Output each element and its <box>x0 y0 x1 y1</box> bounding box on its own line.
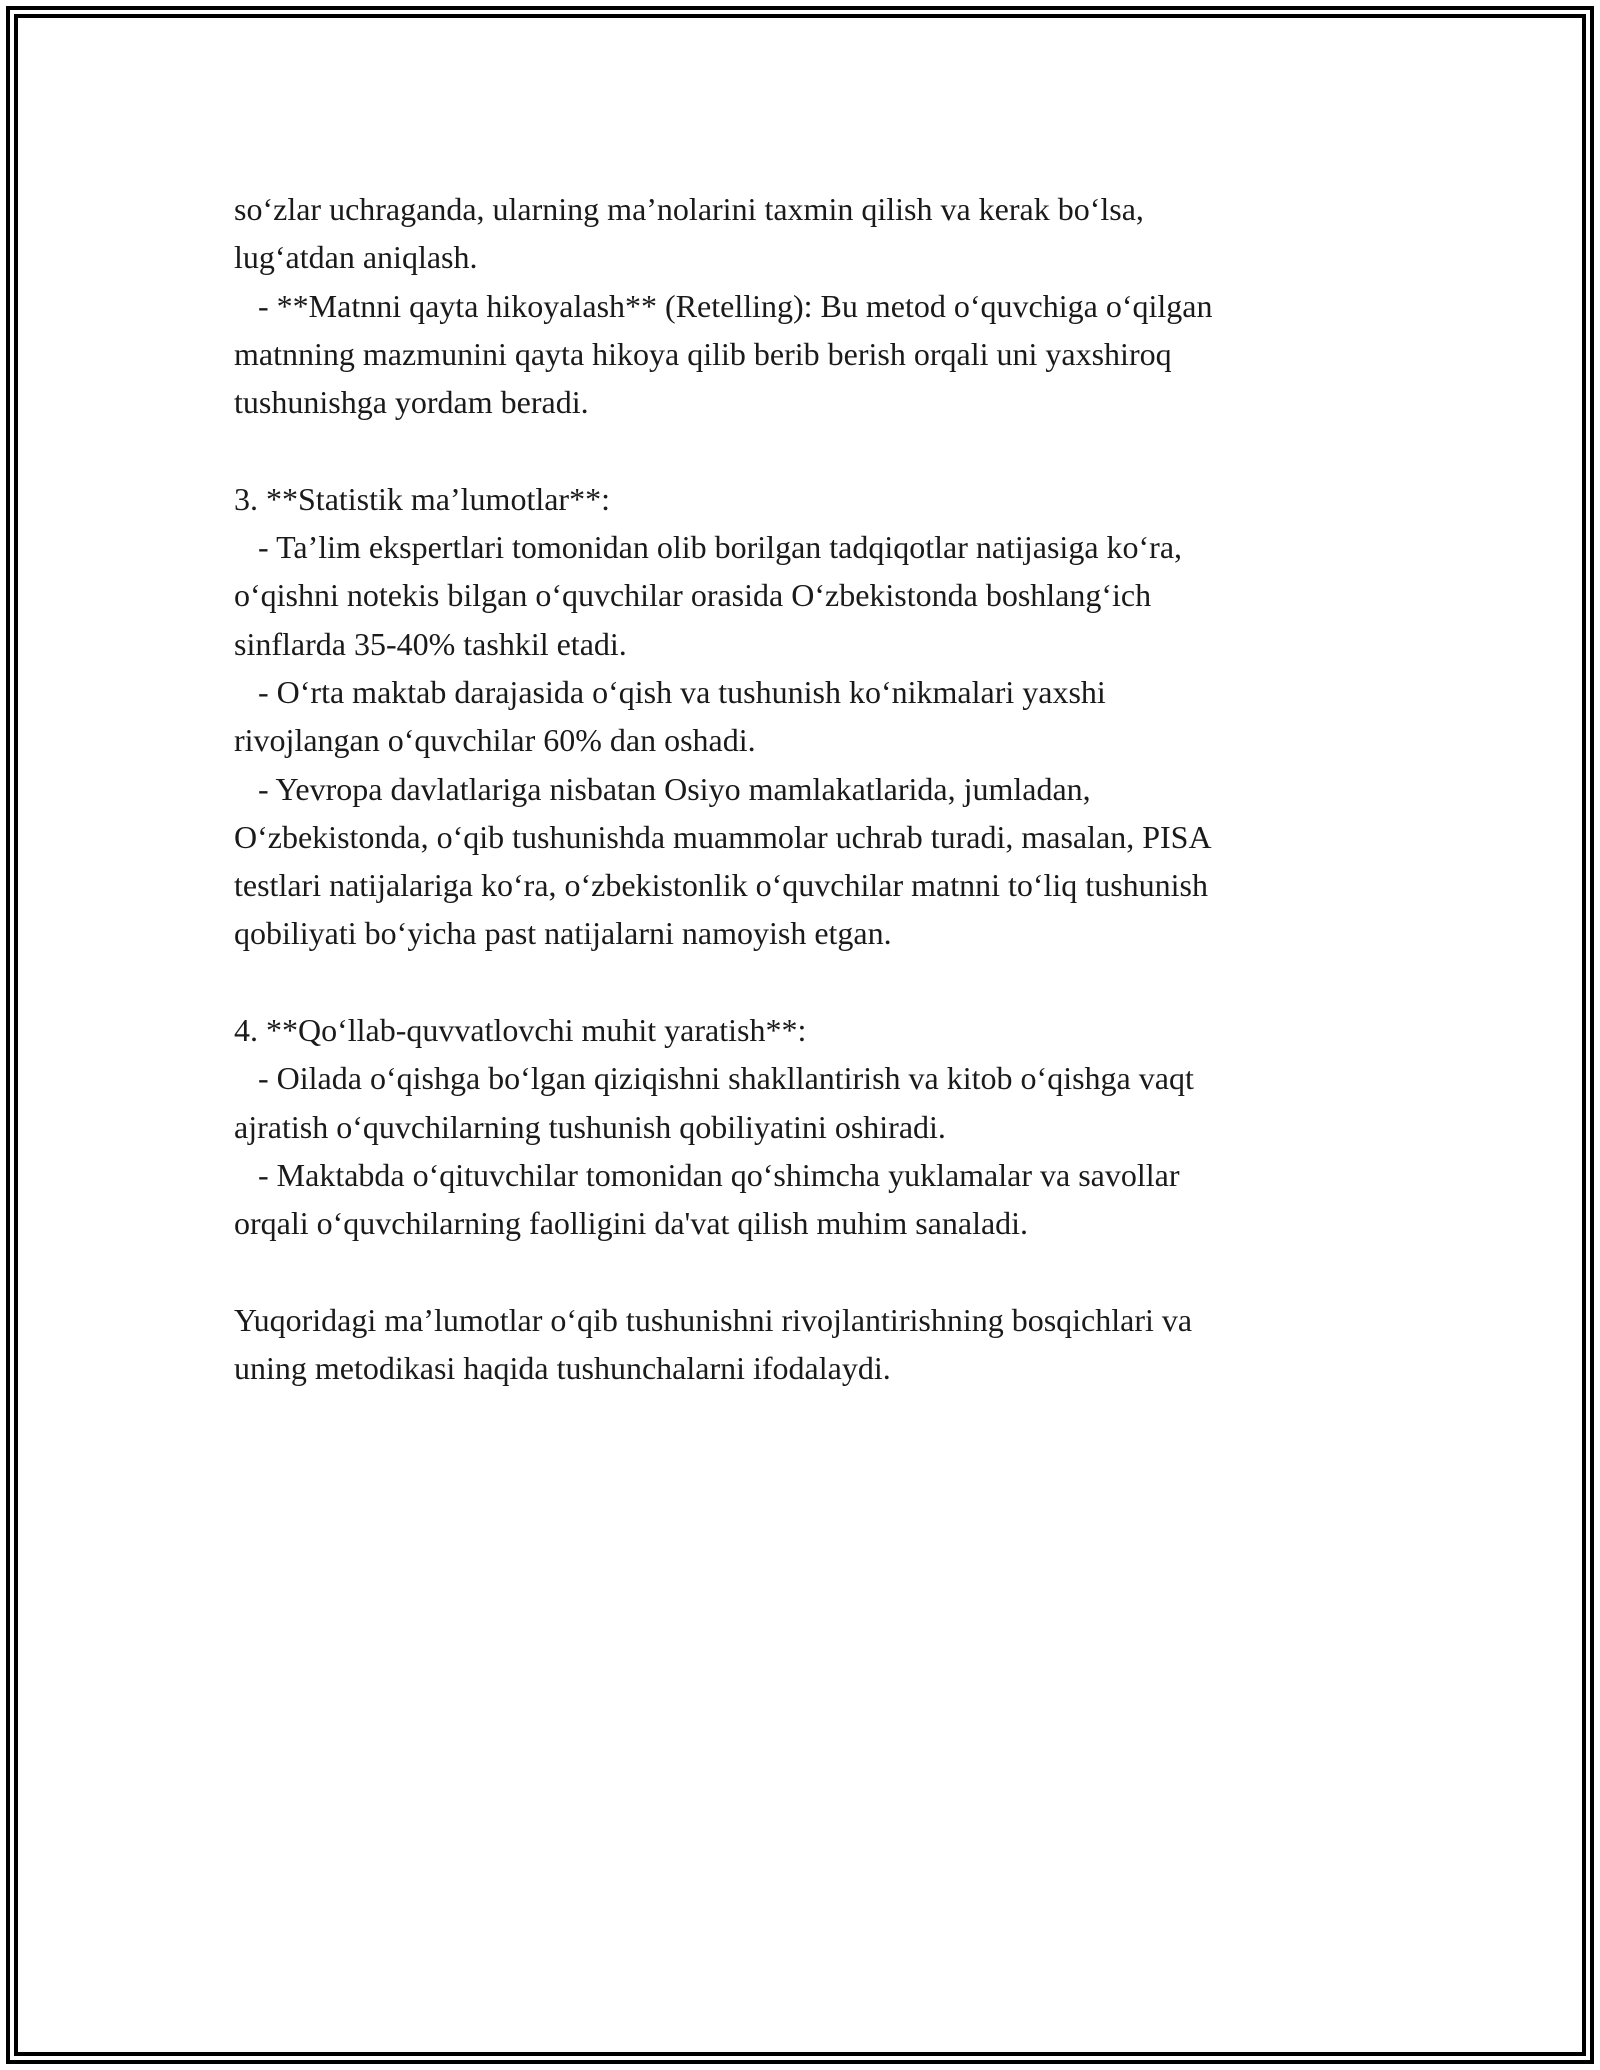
text-line: tushunishga yordam beradi. <box>234 384 589 421</box>
text-line: uning metodikasi haqida tushunchalarni ifodalaydi. <box>234 1350 891 1387</box>
text-line: qobiliyati bo‘yicha past natijalarni namoyish etgan. <box>234 915 892 952</box>
text-line: sinflarda 35-40% tashkil etadi. <box>234 625 627 662</box>
text-line: matnning mazmunini qayta hikoya qilib berib berish orqali uni yaxshiroq <box>234 335 1172 372</box>
text-line: so‘zlar uchraganda, ularning ma’nolarini taxmin qilish va kerak bo‘lsa, <box>234 191 1144 227</box>
text-line: - Yevropa davlatlariga nisbatan Osiyo mamlakatlarida, jumladan, <box>234 770 1091 807</box>
text-line: o‘qishni notekis bilgan o‘quvchilar orasida O‘zbekistonda boshlang‘ich <box>234 577 1152 614</box>
text-line: - Oilada o‘qishga bo‘lgan qiziqishni shakllantirish va kitob o‘qishga vaqt <box>234 1060 1194 1097</box>
text-line: 3. **Statistik ma’lumotlar**: <box>234 480 610 517</box>
text-line: ajratish o‘quvchilarning tushunish qobiliyatini oshiradi. <box>234 1108 946 1145</box>
document-body <box>234 185 1384 1392</box>
paragraph-gap <box>234 1248 1384 1296</box>
text-line: orqali o‘quvchilarning faolligini da'vat qilish muhim sanaladi. <box>234 1205 1029 1242</box>
text-line: O‘zbekistonda, o‘qib tushunishda muammolar uchrab turadi, masalan, PISA <box>234 818 1212 855</box>
text-line: Yuqoridagi ma’lumotlar o‘qib tushunishni rivojlantirishning bosqichlari va <box>234 1301 1193 1338</box>
paragraph-gap <box>234 426 1384 474</box>
text-line: - Ta’lim ekspertlari tomonidan olib borilgan tadqiqotlar natijasiga ko‘ra, <box>234 529 1183 566</box>
text-line: 4. **Qo‘llab-quvvatlovchi muhit yaratish**: <box>234 1012 807 1049</box>
text-line: - Maktabda o‘qituvchilar tomonidan qo‘shimcha yuklamalar va savollar <box>234 1156 1180 1193</box>
text-line: - **Matnni qayta hikoyalash** (Retelling): Bu metod o‘quvchiga o‘qilgan <box>234 287 1213 324</box>
paragraph-gap <box>234 958 1384 1006</box>
text-line: lug‘atdan aniqlash. <box>234 239 478 276</box>
text-line: rivojlangan o‘quvchilar 60% dan oshadi. <box>234 722 756 759</box>
text-line: - O‘rta maktab darajasida o‘qish va tushunish ko‘nikmalari yaxshi <box>234 673 1106 710</box>
text-line: testlari natijalariga ko‘ra, o‘zbekistonlik o‘quvchilar matnni to‘liq tushunish <box>234 867 1208 904</box>
